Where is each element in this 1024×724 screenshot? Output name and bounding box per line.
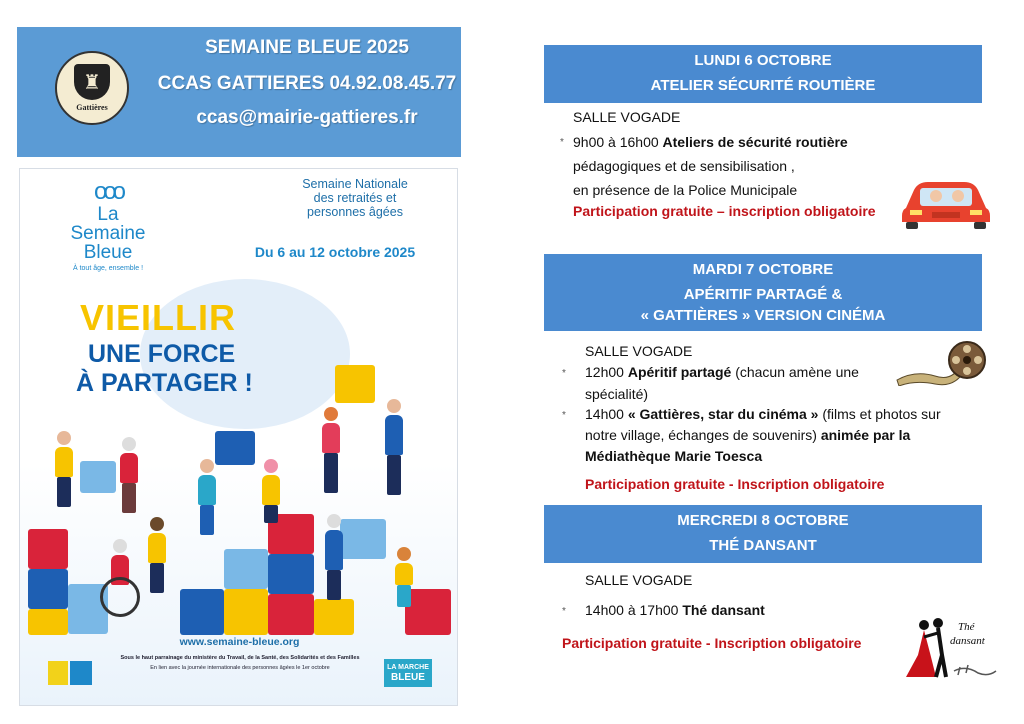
event-3-header (544, 505, 982, 563)
person-figure (385, 399, 403, 495)
bullet-icon: * (562, 410, 566, 421)
marche-bleue-logo (384, 659, 432, 687)
marche-line-2: BLEUE (391, 672, 425, 683)
header-phone: CCAS GATTIERES 04.92.08.45.77 (157, 73, 457, 94)
puzzle-piece (80, 461, 116, 493)
event-2-day: MARDI 7 OCTOBRE (692, 261, 834, 278)
event-3-time: 14h00 à 17h00 (585, 602, 679, 618)
film-reel-icon (895, 340, 991, 386)
event-2-item-1-time: 12h00 (585, 364, 624, 380)
slogan-line-3: À PARTAGER ! (76, 369, 253, 397)
puzzle-illustration (20, 169, 458, 639)
logo-name: Gattières (76, 103, 108, 112)
puzzle-piece (180, 589, 224, 635)
event-1-venue: SALLE VOGADE (573, 109, 681, 125)
puzzle-piece (28, 529, 68, 569)
slogan-line-2: UNE FORCE (88, 340, 236, 368)
bullet-icon: * (562, 368, 566, 379)
header-title: SEMAINE BLEUE 2025 (205, 37, 409, 58)
event-2-title-1: APÉRITIF PARTAGÉ & (683, 286, 843, 303)
puzzle-piece (28, 609, 68, 635)
person-figure (55, 431, 73, 507)
poster-url[interactable]: www.semaine-bleue.org (179, 636, 300, 648)
event-2-note: Participation gratuite - Inscription obligatoire (585, 476, 885, 492)
dancers-icon (896, 615, 1000, 685)
dancers-drawing (896, 615, 1000, 685)
person-figure (148, 517, 166, 593)
puzzle-piece (28, 569, 68, 609)
event-2-item-2 (585, 403, 941, 425)
event-1-note: Participation gratuite – inscription obligatoire (573, 203, 876, 219)
event-1-line-3: en présence de la Police Municipale (573, 182, 798, 198)
car-icon (900, 168, 992, 230)
event-2-item-2-line-2 (585, 424, 910, 446)
event-3-title: THÉ DANSANT (709, 537, 817, 554)
bullet-icon: * (560, 137, 564, 148)
wheelchair-person-figure (100, 539, 140, 617)
event-2-header (544, 254, 982, 331)
event-1-time: 9h00 à 16h00 (573, 134, 659, 150)
event-2-item-2-detail: (films et photos sur (822, 406, 941, 422)
people-logo-icon: ooo (93, 178, 123, 205)
puzzle-piece (224, 589, 268, 635)
event-3-activity: Thé dansant (682, 602, 765, 618)
event-2-item-1-line-2: spécialité) (585, 386, 649, 402)
poster-subtitle-1: Semaine Nationale (302, 177, 408, 191)
partner-logo (70, 661, 92, 685)
brand-tagline: À tout âge, ensemble ! (72, 265, 144, 272)
event-2-item-1-activity: Apéritif partagé (627, 364, 732, 380)
person-figure (120, 437, 138, 513)
puzzle-piece (224, 549, 268, 589)
brand-semaine: Semaine (70, 223, 146, 244)
person-figure (198, 459, 216, 535)
person-figure (322, 407, 340, 493)
dancers-caption-2: dansant (950, 635, 985, 647)
event-1-title: ATELIER SÉCURITÉ ROUTIÈRE (650, 77, 876, 94)
coat-of-arms-icon: ♜ (74, 64, 110, 100)
event-2-item-2-activity: « Gattières, star du cinéma » (627, 406, 819, 422)
brand-la: La (97, 204, 119, 225)
bullet-icon: * (562, 606, 566, 617)
child-figure (395, 547, 413, 607)
puzzle-piece (268, 554, 314, 594)
event-2-title-2: « GATTIÈRES » VERSION CINÉMA (640, 307, 886, 324)
person-figure (325, 514, 343, 600)
puzzle-piece (314, 599, 354, 635)
dancers-caption-1: Thé (958, 621, 975, 633)
puzzle-piece (215, 431, 255, 465)
semaine-bleue-poster (19, 168, 458, 706)
event-2-item-1-detail: (chacun amène une (735, 364, 859, 380)
gattieres-logo (55, 51, 129, 125)
event-2-item-2-line-2-bold: animée par la (820, 427, 911, 443)
event-2-item-2-line-3: Médiathèque Marie Toesca (585, 448, 763, 464)
contact-header (17, 27, 461, 157)
puzzle-piece (340, 519, 386, 559)
event-2-item-2-time: 14h00 (585, 406, 624, 422)
person-figure (262, 459, 280, 523)
puzzle-piece (335, 365, 375, 403)
event-3-day: MERCREDI 8 OCTOBRE (677, 512, 849, 529)
event-2-venue: SALLE VOGADE (585, 343, 693, 359)
marche-line-1: LA MARCHE (387, 664, 429, 671)
poster-journee-note: En lien avec la journée internationale des personnes âgées le 1er octobre (150, 665, 330, 671)
poster-patronage-note: Sous le haut parrainage du ministère du Travail, de la Santé, des Solidarités et des Familles (120, 655, 360, 661)
event-3-note: Participation gratuite - Inscription obligatoire (562, 635, 862, 651)
event-1-header (544, 45, 982, 103)
poster-subtitle-2: des retraités et (313, 191, 397, 205)
event-1-line-1 (573, 131, 848, 153)
poster-dates: Du 6 au 12 octobre 2025 (254, 244, 416, 260)
event-1-line-2: pédagogiques et de sensibilisation , (573, 158, 795, 174)
event-2-item-2-line-2-text: notre village, échanges de souvenirs) (585, 427, 817, 443)
partner-logo (48, 661, 68, 685)
event-1-day: LUNDI 6 OCTOBRE (694, 52, 832, 69)
event-1-activity: Ateliers de sécurité routière (662, 134, 848, 150)
event-3-line-1 (585, 599, 765, 621)
poster-subtitle-3: personnes âgées (307, 205, 403, 219)
slogan-line-1: VIEILLIR (80, 297, 237, 338)
header-email[interactable]: ccas@mairie-gattieres.fr (196, 107, 418, 128)
brand-bleue: Bleue (83, 242, 133, 263)
event-2-item-1 (585, 361, 859, 383)
puzzle-piece (268, 594, 314, 635)
event-3-venue: SALLE VOGADE (585, 572, 693, 588)
